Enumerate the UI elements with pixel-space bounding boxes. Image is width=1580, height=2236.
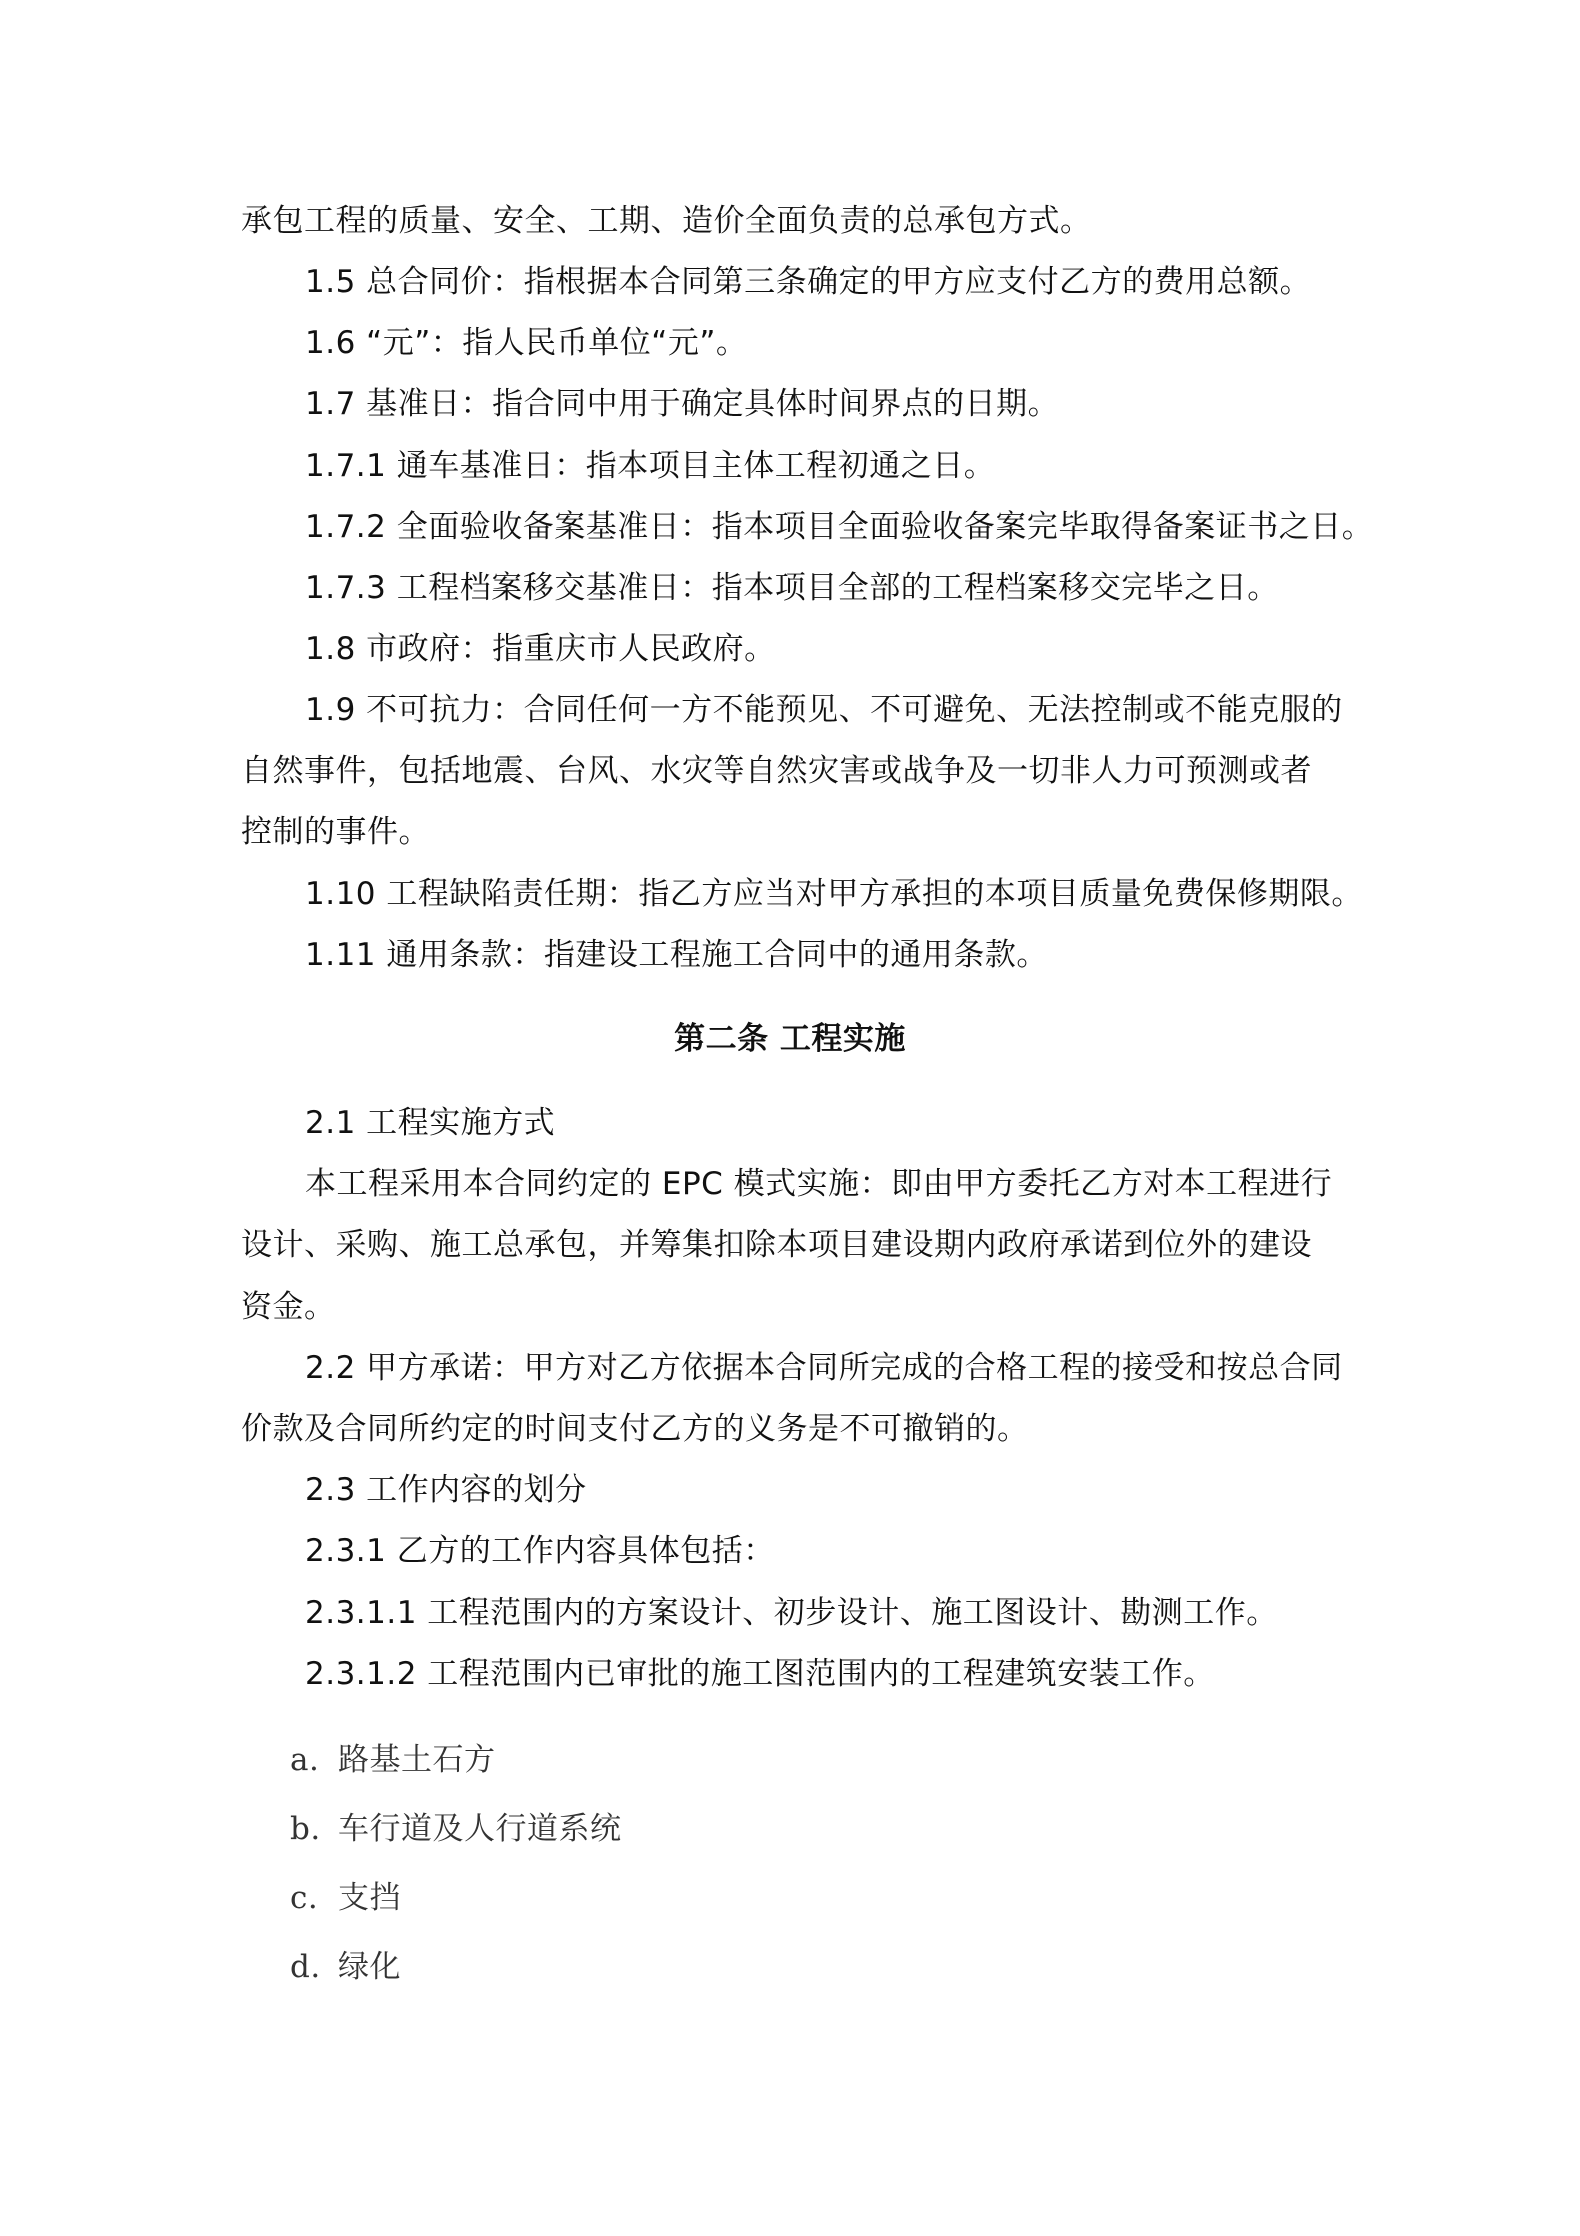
list-item-text: 绿化 bbox=[338, 1949, 401, 1985]
list-marker: b. bbox=[290, 1811, 321, 1847]
clause-2-3-1: 2.3.1 乙方的工作内容具体包括： bbox=[305, 1533, 775, 1569]
clause-2-3-1-1: 2.3.1.1 工程范围内的方案设计、初步设计、施工图设计、勘测工作。 bbox=[305, 1595, 1278, 1631]
clause-2-3-1-2: 2.3.1.2 工程范围内已审批的施工图范围内的工程建筑安装工作。 bbox=[305, 1656, 1215, 1692]
list-item bbox=[290, 1808, 622, 1850]
clause-1-5: 1.5 总合同价：指根据本合同第三条确定的甲方应支付乙方的费用总额。 bbox=[305, 264, 1312, 300]
clause-1-7: 1.7 基准日：指合同中用于确定具体时间界点的日期。 bbox=[305, 386, 1060, 422]
paragraph-line: 承包工程的质量、安全、工期、造价全面负责的总承包方式。 bbox=[241, 203, 1092, 239]
list-item bbox=[290, 1877, 401, 1919]
list-marker: c. bbox=[290, 1880, 319, 1916]
section-heading: 第二条 工程实施 bbox=[674, 1021, 906, 1057]
list-item-text: 支挡 bbox=[338, 1880, 401, 1916]
clause-2-3: 2.3 工作内容的划分 bbox=[305, 1472, 587, 1508]
list-item-text: 车行道及人行道系统 bbox=[338, 1811, 622, 1847]
clause-1-8: 1.8 市政府：指重庆市人民政府。 bbox=[305, 631, 776, 667]
list-marker: a. bbox=[290, 1742, 320, 1778]
clause-1-9-cont: 控制的事件。 bbox=[241, 814, 430, 850]
list-item-text: 路基土石方 bbox=[338, 1742, 496, 1778]
clause-2-2-cont: 价款及合同所约定的时间支付乙方的义务是不可撤销的。 bbox=[241, 1411, 1029, 1447]
clause-2-1-cont: 资金。 bbox=[241, 1289, 336, 1325]
list-marker: d. bbox=[290, 1949, 321, 1985]
clause-2-1-cont: 设计、采购、施工总承包，并筹集扣除本项目建设期内政府承诺到位外的建设 bbox=[241, 1227, 1312, 1263]
clause-1-11: 1.11 通用条款：指建设工程施工合同中的通用条款。 bbox=[305, 937, 1048, 973]
clause-1-6: 1.6 “元”：指人民币单位“元”。 bbox=[305, 325, 748, 361]
clause-1-7-2: 1.7.2 全面验收备案基准日：指本项目全面验收备案完毕取得备案证书之日。 bbox=[305, 509, 1374, 545]
clause-1-10: 1.10 工程缺陷责任期：指乙方应当对甲方承担的本项目质量免费保修期限。 bbox=[305, 876, 1363, 912]
clause-2-1: 2.1 工程实施方式 bbox=[305, 1105, 556, 1141]
clause-1-7-3: 1.7.3 工程档案移交基准日：指本项目全部的工程档案移交完毕之日。 bbox=[305, 570, 1279, 606]
clause-2-1-body: 本工程采用本合同约定的 EPC 模式实施：即由甲方委托乙方对本工程进行 bbox=[305, 1166, 1333, 1202]
clause-2-2: 2.2 甲方承诺：甲方对乙方依据本合同所完成的合格工程的接受和按总合同 bbox=[305, 1350, 1343, 1386]
clause-1-9: 1.9 不可抗力：合同任何一方不能预见、不可避免、无法控制或不能克服的 bbox=[305, 692, 1343, 728]
clause-1-7-1: 1.7.1 通车基准日：指本项目主体工程初通之日。 bbox=[305, 448, 996, 484]
clause-1-9-cont: 自然事件，包括地震、台风、水灾等自然灾害或战争及一切非人力可预测或者 bbox=[241, 753, 1312, 789]
list-item bbox=[290, 1946, 401, 1988]
list-item bbox=[290, 1739, 496, 1781]
